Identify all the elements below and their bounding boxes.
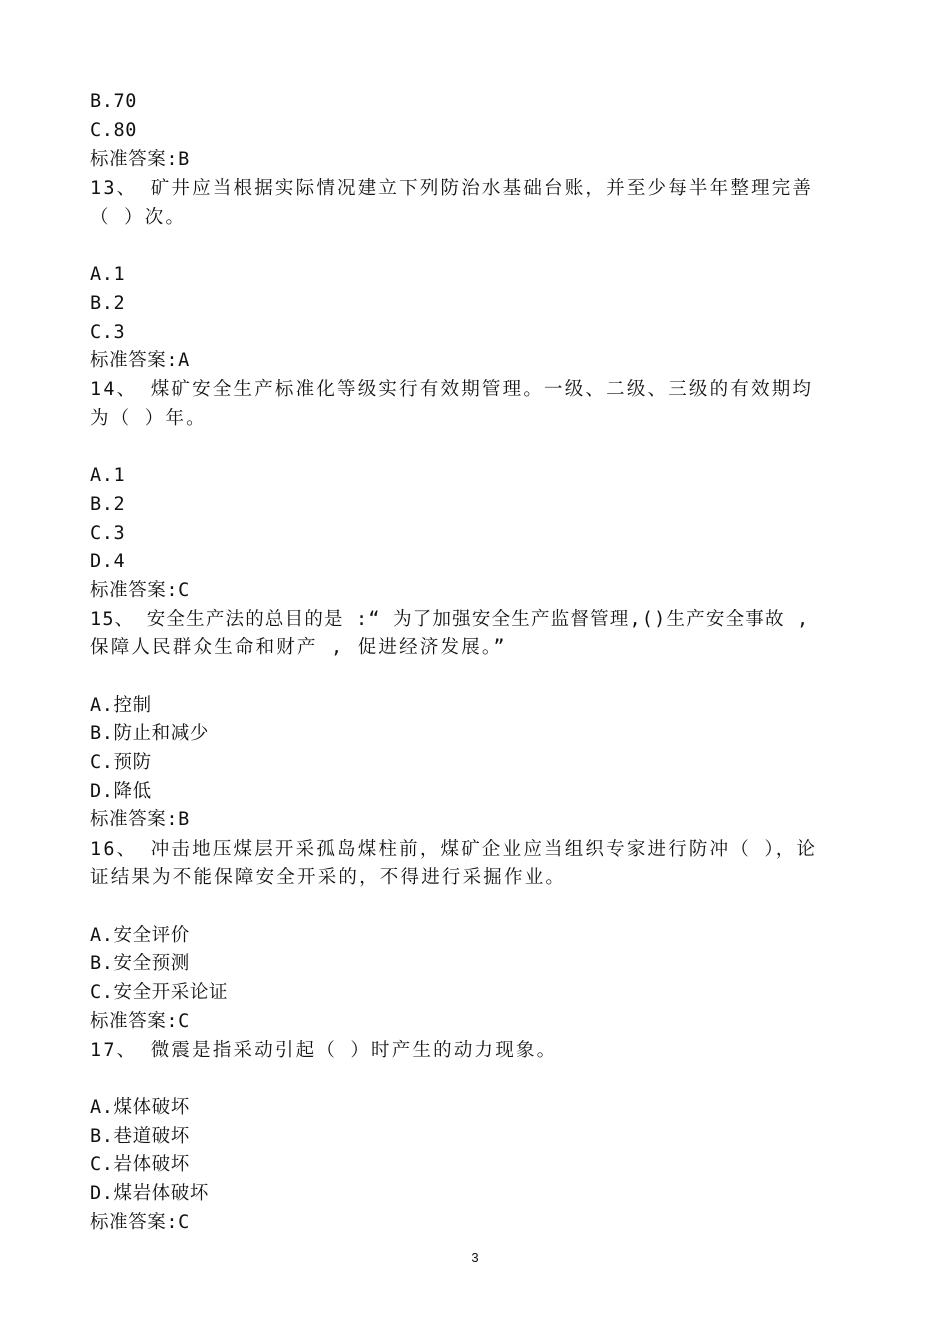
option-line: A.安全评价 xyxy=(90,925,190,946)
option-line: D.4 xyxy=(90,551,126,572)
option-line: B.2 xyxy=(90,494,126,515)
question-15-text: 15、 安全生产法的总目的是 :“ 为了加强安全生产监督管理,()生产安全事故 , xyxy=(90,609,810,630)
option-line: B.2 xyxy=(90,293,126,314)
option-line: C.安全开采论证 xyxy=(90,982,229,1003)
option-line: C.预防 xyxy=(90,752,152,773)
option-line: C.3 xyxy=(90,322,126,343)
page-number: 3 xyxy=(471,1250,479,1265)
option-line: A.煤体破坏 xyxy=(90,1097,190,1118)
option-line: A.1 xyxy=(90,465,126,486)
answer-line: 标准答案:A xyxy=(90,350,190,371)
answer-line: 标准答案:B xyxy=(90,149,190,170)
question-15-text-cont: 保障人民群众生命和财产 , 促进经济发展。” xyxy=(90,637,507,658)
option-line: B.巷道破坏 xyxy=(90,1126,190,1147)
option-line: C.80 xyxy=(90,120,137,141)
option-line: D.降低 xyxy=(90,781,152,802)
option-line: D.煤岩体破坏 xyxy=(90,1183,209,1204)
question-16-text: 16、 冲击地压煤层开采孤岛煤柱前，煤矿企业应当组织专家进行防冲（ ），论 xyxy=(90,839,818,860)
option-line: B.安全预测 xyxy=(90,953,190,974)
option-line: B.防止和减少 xyxy=(90,723,209,744)
question-14-text-cont: 为（ ）年。 xyxy=(90,408,207,429)
answer-line: 标准答案:B xyxy=(90,809,190,830)
question-17-text: 17、 微震是指采动引起（ ）时产生的动力现象。 xyxy=(90,1040,558,1061)
question-16-text-cont: 证结果为不能保障安全开采的，不得进行采掘作业。 xyxy=(90,867,567,888)
option-line: A.1 xyxy=(90,264,126,285)
question-13-text-cont: （ ）次。 xyxy=(90,207,187,228)
answer-line: 标准答案:C xyxy=(90,1011,190,1032)
answer-line: 标准答案:C xyxy=(90,580,190,601)
option-line: B.70 xyxy=(90,91,137,112)
answer-line: 标准答案:C xyxy=(90,1212,190,1233)
option-line: C.3 xyxy=(90,523,126,544)
option-line: A.控制 xyxy=(90,695,152,716)
question-14-text: 14、 煤矿安全生产标准化等级实行有效期管理。一级、二级、三级的有效期均 xyxy=(90,379,814,400)
option-line: C.岩体破坏 xyxy=(90,1154,190,1175)
question-13-text: 13、 矿井应当根据实际情况建立下列防治水基础台账，并至少每半年整理完善 xyxy=(90,178,814,199)
